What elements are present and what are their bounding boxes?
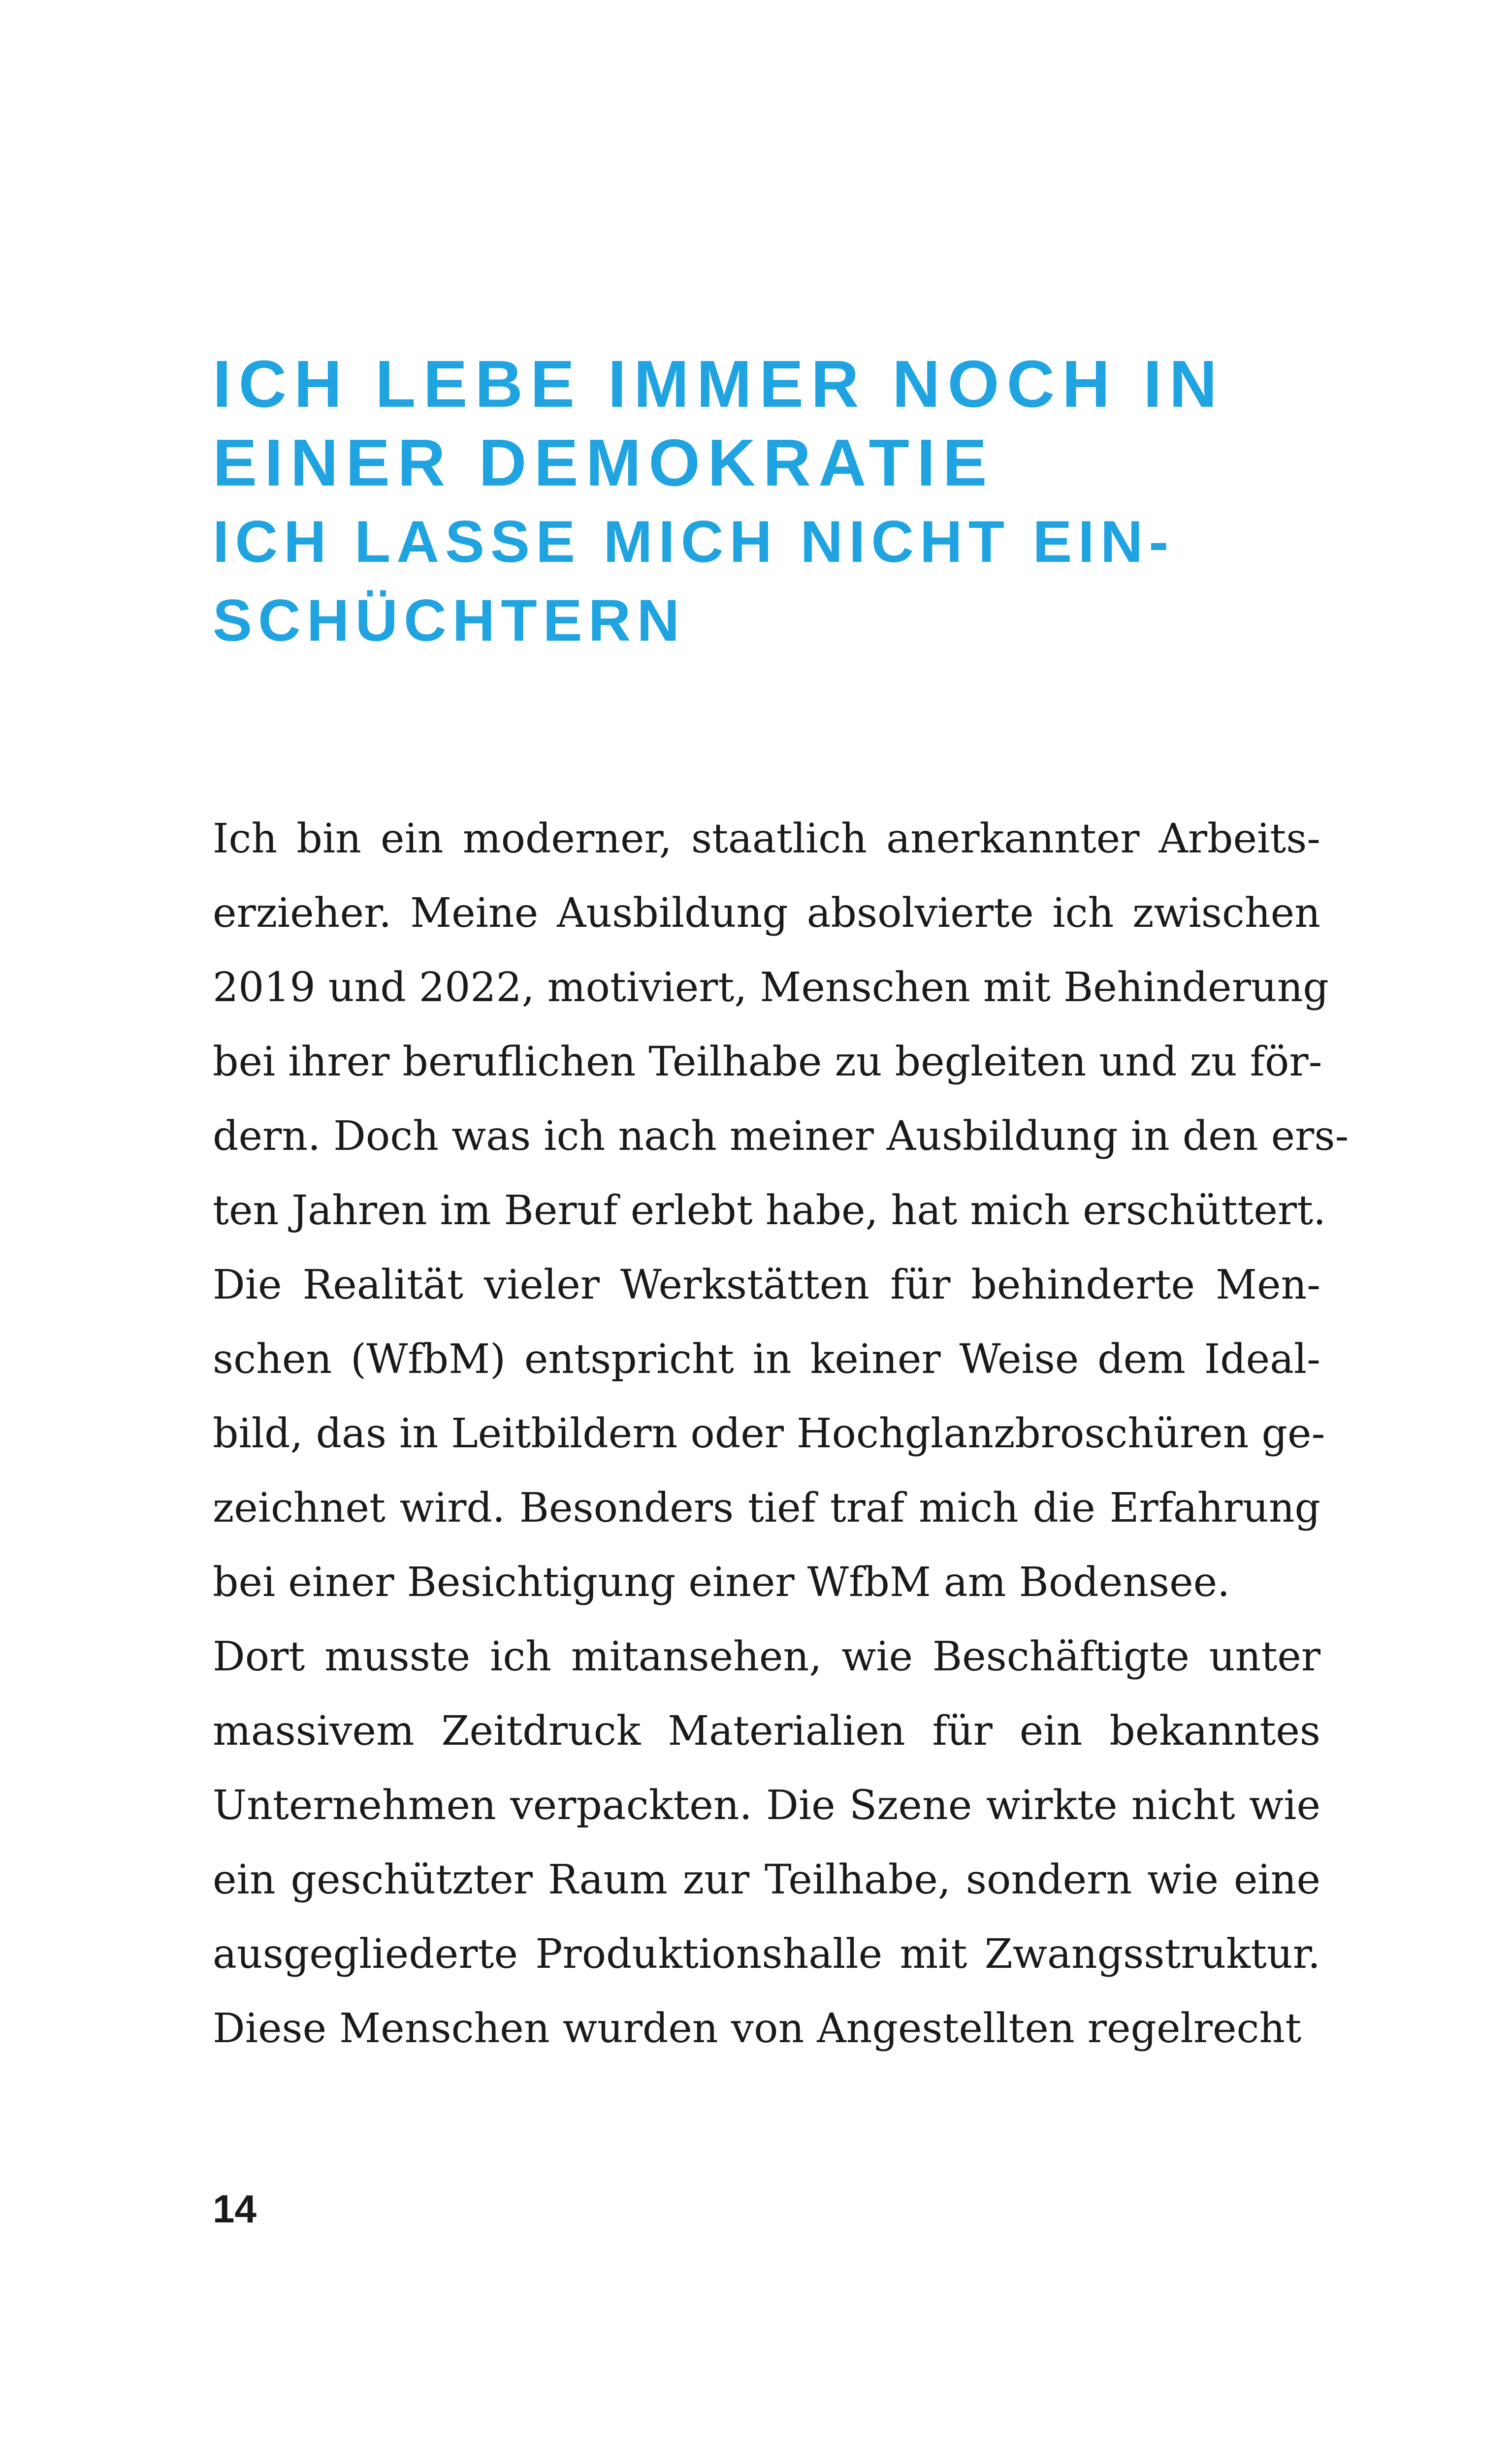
body-text-line: Die Realität vieler Werkstätten für behinderte Men- [213, 1262, 1320, 1308]
body-text-line: massivem Zeitdruck Materialien für ein bekanntes [213, 1708, 1320, 1755]
body-text-line: Dort musste ich mitansehen, wie Beschäftigte unter [213, 1633, 1320, 1680]
body-text-line: erzieher. Meine Ausbildung absolvierte ich zwischen [213, 890, 1320, 937]
body-text-line: zeichnet wird. Besonders tief traf mich die Erfahrung [213, 1485, 1320, 1531]
body-text-line: 2019 und 2022, motiviert, Menschen mit Behinderung [213, 964, 1329, 1011]
body-text-line: ausgegliederte Produktionshalle mit Zwangsstruktur. [213, 1931, 1320, 1978]
body-text-line: Unternehmen verpackten. Die Szene wirkte nicht wie [213, 1782, 1320, 1829]
body-text-line: ein geschützter Raum zur Teilhabe, sondern wie eine [213, 1857, 1320, 1903]
body-text-line: Ich bin ein moderner, staatlich anerkannter Arbeits- [213, 815, 1320, 862]
body-text-line: schen (WfbM) entspricht in keiner Weise dem Ideal- [213, 1336, 1320, 1383]
body-text-line: bei ihrer beruflichen Teilhabe zu begleiten und zu för- [213, 1039, 1322, 1085]
body-paragraphs [213, 802, 1349, 2066]
chapter-title-line: EINER DEMOKRATIE [213, 425, 995, 500]
chapter-heading [213, 345, 1320, 660]
body-text-line: ten Jahren im Beruf erlebt habe, hat mich erschüttert. [213, 1187, 1326, 1234]
body-text-line: bild, das in Leitbildern oder Hochglanzbroschüren ge- [213, 1410, 1325, 1457]
page-number: 14 [213, 2187, 257, 2231]
chapter-subtitle-line: SCHÜCHTERN [213, 587, 685, 653]
body-text-line: Diese Menschen wurden von Angestellten regelrecht [213, 2005, 1302, 2052]
body-text-line: dern. Doch was ich nach meiner Ausbildung in den ers- [213, 1113, 1349, 1160]
chapter-title-line: ICH LEBE IMMER NOCH IN [213, 347, 1225, 421]
chapter-subtitle-line: ICH LASSE MICH NICHT EIN- [213, 509, 1175, 575]
body-text-line: bei einer Besichtigung einer WfbM am Bodensee. [213, 1559, 1230, 1606]
